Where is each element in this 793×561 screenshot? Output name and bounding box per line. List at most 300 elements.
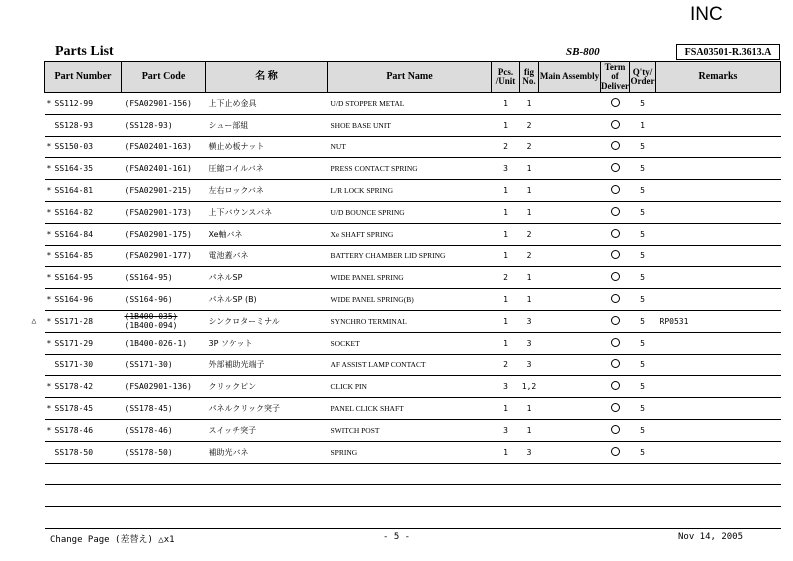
main-assembly-cell [539, 223, 601, 245]
main-assembly-cell [539, 158, 601, 180]
circle-mark-icon [611, 294, 620, 303]
header-part-number: Part Number [45, 62, 122, 93]
circle-mark-icon [611, 229, 620, 238]
part-number: SS178-45 [54, 404, 94, 414]
part-code-cell: (SS178-45) [122, 398, 206, 420]
jp-name-cell: 上下バウンスバネ [206, 201, 328, 223]
part-number-cell [45, 201, 122, 223]
part-number-cell [45, 114, 122, 136]
header-jp-name: 名 称 [206, 62, 328, 93]
part-number: SS171-28 [54, 316, 94, 326]
jp-name-cell: 3P ソケット [206, 332, 328, 354]
part-code-cell: (SS164-96) [122, 289, 206, 311]
table-row [45, 114, 781, 136]
pcs-cell: 3 [492, 158, 520, 180]
part-number: SS178-46 [54, 425, 94, 435]
company-label: INC [690, 4, 723, 25]
table-row [45, 223, 781, 245]
fig-cell: 1 [520, 93, 539, 115]
empty-cell [492, 485, 520, 507]
qty-cell: 5 [630, 441, 656, 463]
qty-cell: 5 [630, 398, 656, 420]
term-cell [601, 180, 630, 202]
part-number-cell [45, 245, 122, 267]
pcs-cell: 3 [492, 376, 520, 398]
term-cell [601, 354, 630, 376]
table-row [45, 201, 781, 223]
pcs-cell: 1 [492, 114, 520, 136]
main-assembly-cell [539, 267, 601, 289]
qty-cell: 5 [630, 180, 656, 202]
fig-cell: 1 [520, 398, 539, 420]
empty-cell [539, 485, 601, 507]
term-cell [601, 419, 630, 441]
star-mark: * [46, 142, 52, 152]
part-name-cell: SYNCHRO TERMINAL [328, 310, 492, 332]
part-name-cell: PANEL CLICK SHAFT [328, 398, 492, 420]
part-number: SS164-95 [54, 273, 94, 283]
jp-name-cell: パネルSP (B) [206, 289, 328, 311]
part-number: SS164-82 [54, 207, 94, 217]
empty-cell [520, 463, 539, 485]
header-qty-line1: Q'ty/ [632, 66, 653, 77]
header-main-assembly: Main Assembly [539, 62, 601, 93]
circle-mark-icon [611, 163, 620, 172]
empty-cell [520, 507, 539, 529]
empty-cell [45, 463, 122, 485]
jp-name-cell: パネルSP [206, 267, 328, 289]
header-remarks: Remarks [656, 62, 781, 93]
empty-cell [206, 507, 328, 529]
part-code-cell: (SS178-50) [122, 441, 206, 463]
change-page-note: Change Page (差替え) △x1 [50, 535, 175, 545]
part-number: SS164-96 [54, 295, 94, 305]
pcs-cell: 1 [492, 398, 520, 420]
part-name-cell: SOCKET [328, 332, 492, 354]
fig-cell: 3 [520, 310, 539, 332]
pcs-cell: 1 [492, 201, 520, 223]
header-term [601, 62, 630, 93]
remarks-cell [656, 376, 781, 398]
header-fig-line1: fig [524, 66, 534, 77]
header-term-line1: Term [604, 61, 626, 72]
empty-cell [206, 485, 328, 507]
empty-cell [656, 463, 781, 485]
header-term-line2: of [611, 71, 619, 82]
term-cell [601, 114, 630, 136]
main-assembly-cell [539, 201, 601, 223]
table-row [45, 180, 781, 202]
remarks-cell [656, 223, 781, 245]
circle-mark-icon [611, 120, 620, 129]
term-cell [601, 158, 630, 180]
main-assembly-cell [539, 332, 601, 354]
table-row [45, 507, 781, 529]
qty-cell: 5 [630, 419, 656, 441]
empty-cell [601, 463, 630, 485]
part-code-cell: (FSA02901-136) [122, 376, 206, 398]
term-cell [601, 289, 630, 311]
circle-mark-icon [611, 447, 620, 456]
part-code-cell: (FSA02901-156) [122, 93, 206, 115]
header-part-name: Part Name [328, 62, 492, 93]
page-title: Parts List [55, 44, 114, 59]
part-code-cell: (SS171-30) [122, 354, 206, 376]
star-mark: * [46, 316, 52, 326]
circle-mark-icon [611, 185, 620, 194]
remarks-cell [656, 267, 781, 289]
qty-cell: 5 [630, 376, 656, 398]
remarks-cell [656, 93, 781, 115]
remarks-cell [656, 354, 781, 376]
star-mark: * [46, 164, 52, 174]
jp-name-cell: 圧縮コイルバネ [206, 158, 328, 180]
part-name-cell: Xe SHAFT SPRING [328, 223, 492, 245]
empty-cell [122, 485, 206, 507]
table-row [45, 354, 781, 376]
empty-cell [656, 485, 781, 507]
empty-cell [328, 485, 492, 507]
jp-name-cell: パネルクリック突子 [206, 398, 328, 420]
empty-cell [328, 507, 492, 529]
part-name-cell: SPRING [328, 441, 492, 463]
circle-mark-icon [611, 207, 620, 216]
qty-cell: 5 [630, 158, 656, 180]
star-mark: * [46, 229, 52, 239]
remarks-cell [656, 158, 781, 180]
pcs-cell: 1 [492, 245, 520, 267]
header-qty [630, 62, 656, 93]
part-code-cell: (FSA02401-163) [122, 136, 206, 158]
qty-cell: 5 [630, 223, 656, 245]
empty-cell [122, 507, 206, 529]
part-number: SS171-30 [54, 360, 94, 370]
main-assembly-cell [539, 310, 601, 332]
term-cell [601, 398, 630, 420]
star-mark: * [46, 251, 52, 261]
parts-table [31, 61, 781, 529]
circle-mark-icon [611, 381, 620, 390]
fig-cell: 3 [520, 332, 539, 354]
part-name-cell: CLICK PIN [328, 376, 492, 398]
part-name-cell: NUT [328, 136, 492, 158]
main-assembly-cell [539, 180, 601, 202]
qty-cell: 5 [630, 289, 656, 311]
main-assembly-cell [539, 419, 601, 441]
jp-name-cell: シュー部組 [206, 114, 328, 136]
part-code-cell: (FSA02901-175) [122, 223, 206, 245]
circle-mark-icon [611, 338, 620, 347]
table-row [45, 463, 781, 485]
fig-cell: 1 [520, 267, 539, 289]
term-cell [601, 376, 630, 398]
qty-cell: 1 [630, 114, 656, 136]
main-assembly-cell [539, 114, 601, 136]
remarks-cell [656, 419, 781, 441]
part-number: SS112-99 [54, 98, 94, 108]
circle-mark-icon [611, 425, 620, 434]
part-name-cell: U/D STOPPER METAL [328, 93, 492, 115]
footer-date: Nov 14, 2005 [678, 532, 744, 542]
header-fig [520, 62, 539, 93]
part-number-cell [45, 332, 122, 354]
qty-cell: 5 [630, 136, 656, 158]
term-cell [601, 441, 630, 463]
part-number: SS164-81 [54, 186, 94, 196]
header-part-code: Part Code [122, 62, 206, 93]
empty-cell [630, 485, 656, 507]
part-number-cell [45, 158, 122, 180]
part-number-cell [45, 267, 122, 289]
circle-mark-icon [611, 141, 620, 150]
part-name-cell: PRESS CONTACT SPRING [328, 158, 492, 180]
pcs-cell: 1 [492, 289, 520, 311]
table-header-row [45, 62, 781, 93]
part-code-cell: (1B400-026-1) [122, 332, 206, 354]
empty-cell [328, 463, 492, 485]
jp-name-cell: 電池蓋バネ [206, 245, 328, 267]
star-mark: * [46, 425, 52, 435]
remarks-cell [656, 289, 781, 311]
fig-cell: 2 [520, 114, 539, 136]
part-code-cell: (FSA02901-177) [122, 245, 206, 267]
qty-cell: 5 [630, 332, 656, 354]
part-name-cell: WIDE PANEL SPRING(B) [328, 289, 492, 311]
change-mark: △ [31, 315, 37, 325]
pcs-cell: 1 [492, 223, 520, 245]
circle-mark-icon [611, 250, 620, 259]
part-name-cell: SHOE BASE UNIT [328, 114, 492, 136]
empty-cell [539, 463, 601, 485]
document-number: FSA03501-R.3613.A [676, 44, 780, 60]
main-assembly-cell [539, 93, 601, 115]
term-cell [601, 136, 630, 158]
jp-name-cell: 左右ロックバネ [206, 180, 328, 202]
part-name-cell: WIDE PANEL SPRING [328, 267, 492, 289]
empty-cell [492, 463, 520, 485]
part-code-cell: (SS128-93) [122, 114, 206, 136]
empty-cell [520, 485, 539, 507]
term-cell [601, 245, 630, 267]
pcs-cell: 1 [492, 180, 520, 202]
empty-cell [45, 507, 122, 529]
term-cell [601, 332, 630, 354]
circle-mark-icon [611, 403, 620, 412]
empty-cell [656, 507, 781, 529]
star-mark: * [46, 382, 52, 392]
part-number-cell [45, 223, 122, 245]
circle-mark-icon [611, 98, 620, 107]
empty-cell [601, 485, 630, 507]
fig-cell: 1,2 [520, 376, 539, 398]
part-code-cell: (FSA02901-215) [122, 180, 206, 202]
part-number-cell [31, 310, 122, 332]
fig-cell: 3 [520, 354, 539, 376]
empty-cell [539, 507, 601, 529]
main-assembly-cell [539, 354, 601, 376]
star-mark: * [46, 273, 52, 283]
part-number: SS178-50 [54, 447, 94, 457]
part-name-cell: U/D BOUNCE SPRING [328, 201, 492, 223]
header-qty-line2: Order [630, 76, 655, 86]
part-number: SS128-93 [54, 120, 94, 130]
fig-cell: 2 [520, 136, 539, 158]
star-mark: * [46, 404, 52, 414]
part-number-cell [45, 93, 122, 115]
part-number-cell [45, 289, 122, 311]
header-term-line3: Deliver [601, 80, 629, 91]
qty-cell: 5 [630, 267, 656, 289]
circle-mark-icon [611, 316, 620, 325]
empty-cell [601, 507, 630, 529]
header-pcs [492, 62, 520, 93]
pcs-cell: 1 [492, 441, 520, 463]
part-number-cell [45, 180, 122, 202]
pcs-cell: 2 [492, 354, 520, 376]
main-assembly-cell [539, 289, 601, 311]
part-name-cell: AF ASSIST LAMP CONTACT [328, 354, 492, 376]
term-cell [601, 267, 630, 289]
table-body [31, 93, 781, 529]
remarks-cell [656, 441, 781, 463]
remarks-cell [656, 245, 781, 267]
table-row [45, 310, 781, 332]
empty-cell [630, 507, 656, 529]
table-row [45, 93, 781, 115]
pcs-cell: 3 [492, 419, 520, 441]
star-mark: * [46, 98, 52, 108]
main-assembly-cell [539, 441, 601, 463]
pcs-cell: 2 [492, 267, 520, 289]
star-mark: * [46, 207, 52, 217]
header-pcs-line1: Pcs. [497, 66, 514, 77]
table-row [45, 158, 781, 180]
qty-cell: 5 [630, 201, 656, 223]
star-mark: * [46, 186, 52, 196]
jp-name-cell: クリックピン [206, 376, 328, 398]
circle-mark-icon [611, 272, 620, 281]
qty-cell: 5 [630, 93, 656, 115]
part-number-cell [45, 136, 122, 158]
part-number: SS164-85 [54, 251, 94, 261]
jp-name-cell: シンクロターミナル [206, 310, 328, 332]
remarks-cell [656, 201, 781, 223]
page-number: - 5 - [383, 532, 411, 542]
table-row [45, 136, 781, 158]
remarks-cell [656, 398, 781, 420]
remarks-cell [656, 114, 781, 136]
empty-cell [630, 463, 656, 485]
part-number: SS178-42 [54, 382, 94, 392]
jp-name-cell: 横止め板ナット [206, 136, 328, 158]
main-assembly-cell [539, 136, 601, 158]
jp-name-cell: 補助光バネ [206, 441, 328, 463]
part-number: SS171-29 [54, 338, 94, 348]
term-cell [601, 223, 630, 245]
part-code-cell: (SS164-95) [122, 267, 206, 289]
table-row [45, 267, 781, 289]
fig-cell: 1 [520, 180, 539, 202]
part-code-old: (1B400-035) [124, 312, 178, 322]
part-number-cell [45, 398, 122, 420]
main-assembly-cell [539, 398, 601, 420]
fig-cell: 1 [520, 201, 539, 223]
term-cell [601, 310, 630, 332]
model-name: SB-800 [566, 46, 600, 58]
jp-name-cell: 上下止め金具 [206, 93, 328, 115]
part-code-cell: (FSA02901-173) [122, 201, 206, 223]
table-row [45, 245, 781, 267]
fig-cell: 1 [520, 158, 539, 180]
pcs-cell: 1 [492, 93, 520, 115]
table-row [45, 441, 781, 463]
main-assembly-cell [539, 245, 601, 267]
jp-name-cell: スイッチ突子 [206, 419, 328, 441]
part-code-new: (1B400-094) [124, 321, 178, 331]
qty-cell: 5 [630, 354, 656, 376]
jp-name-cell: 外部補助光端子 [206, 354, 328, 376]
table-row [45, 419, 781, 441]
part-name-cell: BATTERY CHAMBER LID SPRING [328, 245, 492, 267]
fig-cell: 2 [520, 223, 539, 245]
pcs-cell: 1 [492, 332, 520, 354]
part-number: SS150-03 [54, 142, 94, 152]
star-mark: * [46, 295, 52, 305]
part-code-cell: (FSA02401-161) [122, 158, 206, 180]
table-row [45, 398, 781, 420]
main-assembly-cell [539, 376, 601, 398]
table-row [45, 289, 781, 311]
qty-cell: 5 [630, 310, 656, 332]
qty-cell: 5 [630, 245, 656, 267]
fig-cell: 2 [520, 245, 539, 267]
part-number-cell [45, 354, 122, 376]
empty-cell [122, 463, 206, 485]
part-name-cell: SWITCH POST [328, 419, 492, 441]
remarks-cell [656, 180, 781, 202]
header-pcs-line2: /Unit [495, 76, 516, 86]
term-cell [601, 93, 630, 115]
fig-cell: 1 [520, 289, 539, 311]
jp-name-cell: Xe軸バネ [206, 223, 328, 245]
header-fig-line2: No. [522, 76, 536, 86]
pcs-cell: 2 [492, 136, 520, 158]
fig-cell: 3 [520, 441, 539, 463]
circle-mark-icon [611, 359, 620, 368]
part-number: SS164-84 [54, 229, 94, 239]
table-row [45, 332, 781, 354]
fig-cell: 1 [520, 419, 539, 441]
part-code-cell: (SS178-46) [122, 419, 206, 441]
part-number-cell [45, 441, 122, 463]
pcs-cell: 1 [492, 310, 520, 332]
remarks-cell [656, 332, 781, 354]
part-number-cell [45, 419, 122, 441]
part-name-cell: L/R LOCK SPRING [328, 180, 492, 202]
empty-cell [45, 485, 122, 507]
table-row [45, 376, 781, 398]
part-number: SS164-35 [54, 164, 94, 174]
empty-cell [206, 463, 328, 485]
part-number-cell [45, 376, 122, 398]
remarks-cell [656, 136, 781, 158]
star-mark: * [46, 338, 52, 348]
remarks-cell: RP0531 [656, 310, 781, 332]
empty-cell [492, 507, 520, 529]
term-cell [601, 201, 630, 223]
table-row [45, 485, 781, 507]
part-code-cell [122, 310, 206, 332]
